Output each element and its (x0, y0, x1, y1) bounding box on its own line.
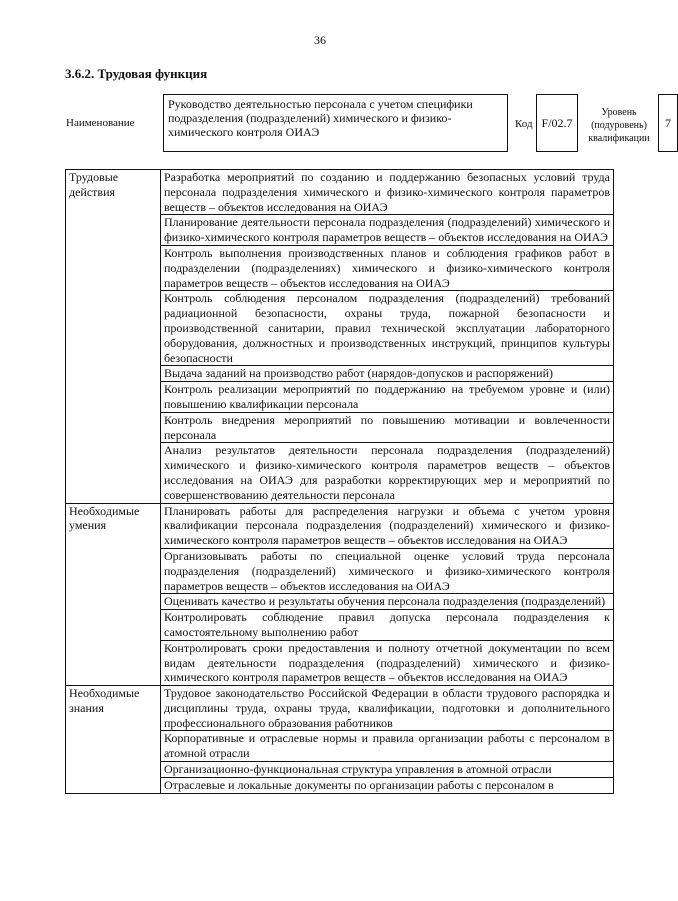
function-name: Руководство деятельностью персонала с учетом специфики подразделения (подразделений) химического и физико-химического контроля ОИАЭ (163, 94, 508, 152)
table-cell: Корпоративные и отраслевые нормы и правила организации работы с персоналом в атомной отрасли (161, 731, 614, 762)
table-row (66, 686, 614, 731)
function-header (66, 94, 671, 156)
table-cell: Анализ результатов деятельности персонала подразделения (подразделений) химического и физико-химического контроля параметров веществ – объектов исследования на ОИАЭ для разработки корректирующих мер и мероприятий по совершенствованию деятельности персонала (161, 443, 614, 503)
function-code: F/02.7 (536, 94, 578, 152)
table-cell: Планирование деятельности персонала подразделения (подразделений) химического и физико-химического контроля параметров веществ – объектов исследования на ОИАЭ (161, 215, 614, 246)
section-title: 3.6.2. Трудовая функция (65, 66, 208, 81)
table-cell: Организовывать работы по специальной оценке условий труда персонала подразделения (подразделений) химического и физико-химического контроля параметров веществ – объектов исследования на ОИАЭ (161, 548, 614, 593)
table-cell: Отраслевые и локальные документы по организации работы с персоналом в (161, 777, 614, 793)
table-cell: Организационно-функциональная структура управления в атомной отрасли (161, 762, 614, 778)
page-number: 36 (314, 33, 326, 47)
table-cell: Трудовое законодательство Российской Федерации в области трудового распорядка и дисциплины труда, охраны труда, квалификации, подготовки и дополнительного профессионального образования работников (161, 686, 614, 731)
table-cell: Контролировать сроки предоставления и полноту отчетной документации по всем видам деятельности подразделения (подразделений) химического и физико-химического контроля параметров веществ – объектов исследования на ОИАЭ (161, 640, 614, 685)
level-label: Уровень (подуровень) квалификации (588, 107, 650, 144)
code-label: Код (515, 118, 533, 130)
function-details-table (65, 169, 614, 794)
table-cell: Контроль внедрения мероприятий по повышению мотивации и вовлеченности персонала (161, 412, 614, 443)
table-cell: Контроль соблюдения персоналом подразделения (подразделений) требований радиационной безопасности, охраны труда, пожарной безопасности и производственной санитарии, правил технической эксплуатации лабораторного оборудования, должностных и производственных инструкций, принципов культуры безопасности (161, 291, 614, 366)
table-row (66, 170, 614, 215)
table-cell: Контролировать соблюдение правил допуска персонала подразделения к самостоятельному выполнению работ (161, 610, 614, 641)
table-cell: Выдача заданий на производство работ (нарядов-допусков и распоряжений) (161, 366, 614, 382)
qualification-level: 7 (658, 94, 678, 152)
group-title: Необходимые знания (66, 686, 161, 794)
table-cell: Контроль выполнения производственных планов и соблюдения графиков работ в подразделении (подразделениях) химического и физико-химического контроля параметров веществ – объектов исследования на ОИАЭ (161, 245, 614, 290)
table-cell: Контроль реализации мероприятий по поддержанию на требуемом уровне и (или) повышению квалификации персонала (161, 382, 614, 413)
table-cell: Разработка мероприятий по созданию и поддержанию безопасных условий труда персонала подразделения химического и физико-химического контроля параметров веществ – объектов исследования на ОИАЭ (161, 170, 614, 215)
table-row (66, 503, 614, 548)
group-title: Необходимые умения (66, 503, 161, 686)
group-title: Трудовые действия (66, 170, 161, 504)
name-label: Наименование (66, 117, 135, 129)
table-cell: Оценивать качество и результаты обучения персонала подразделения (подразделений) (161, 594, 614, 610)
table-cell: Планировать работы для распределения нагрузки и объема с учетом уровня квалификации персонала подразделения (подразделений) химического и физико-химического контроля параметров веществ – объектов исследования на ОИАЭ (161, 503, 614, 548)
